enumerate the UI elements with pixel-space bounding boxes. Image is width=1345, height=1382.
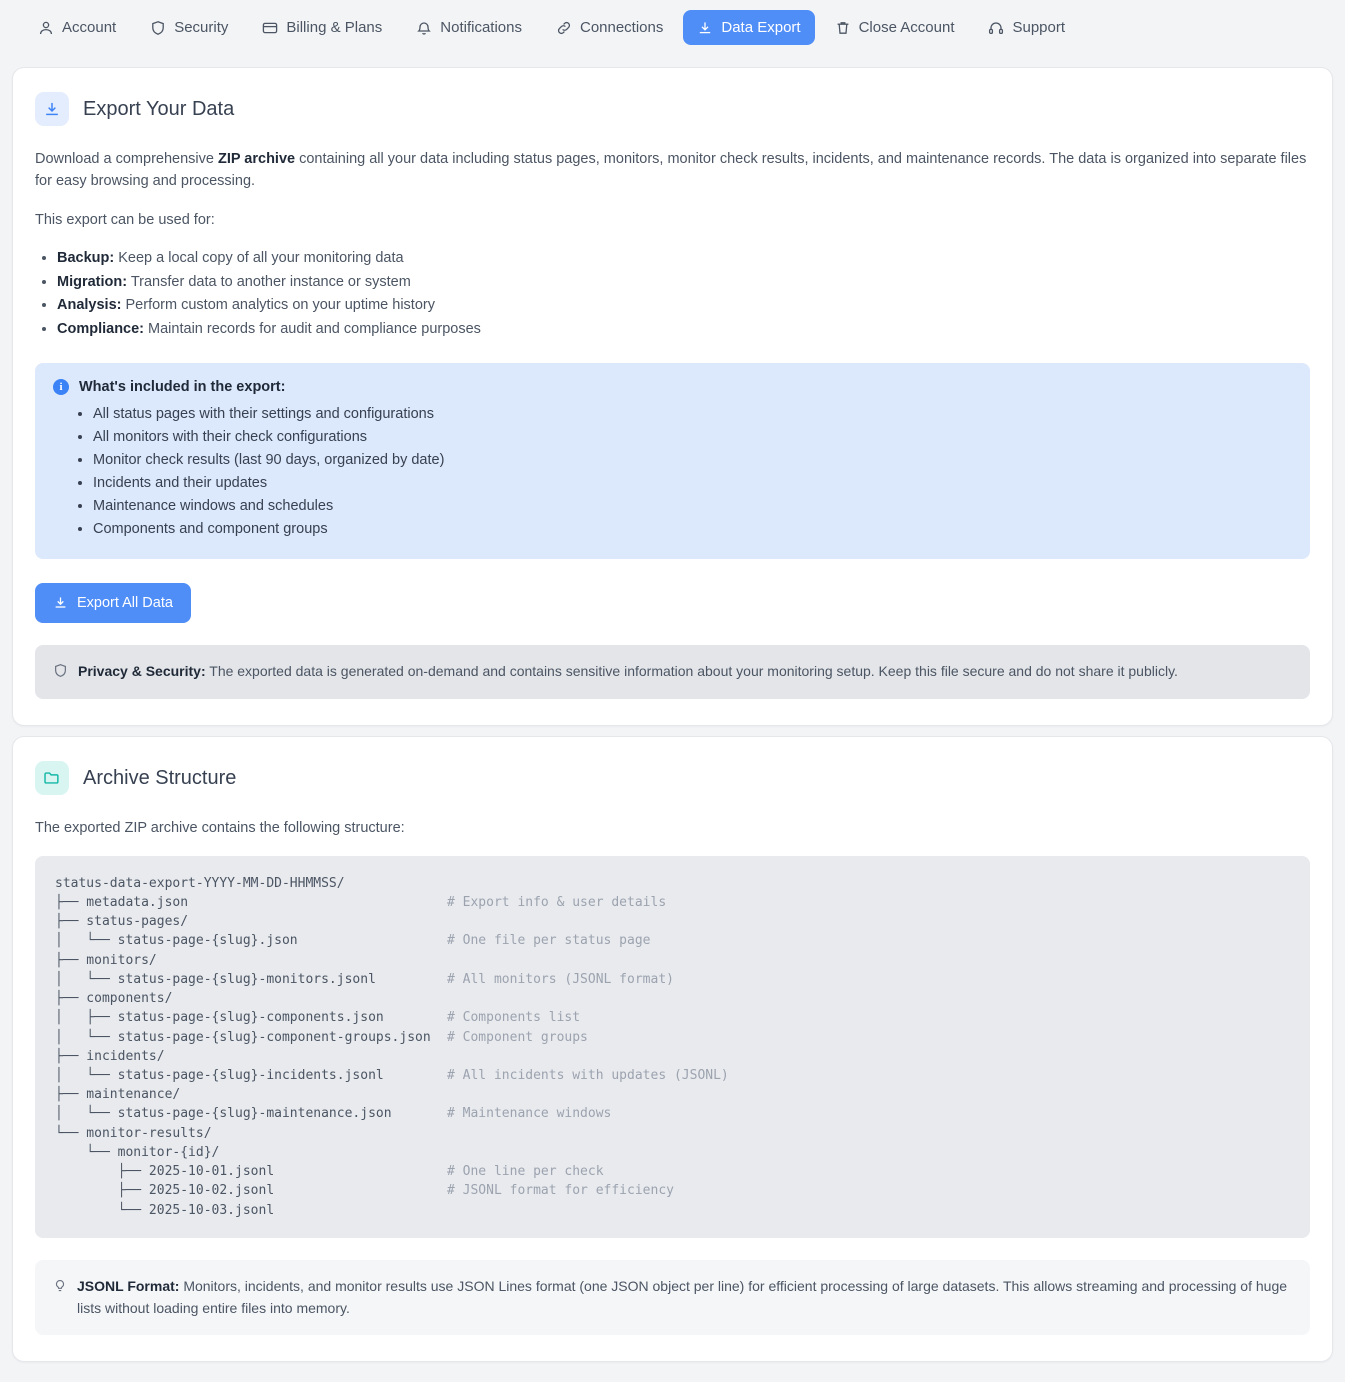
tree-comment: # One line per check	[447, 1164, 604, 1180]
list-item: • All status pages with their settings and configurations	[93, 403, 1292, 426]
tree-row	[55, 1162, 1290, 1181]
list-item: • Maintenance windows and schedules	[93, 495, 1292, 518]
tree-comment: # Components list	[447, 1010, 581, 1026]
archive-card-header	[35, 761, 1310, 795]
tab-close-account[interactable]	[821, 10, 969, 45]
export-data-card	[12, 67, 1333, 726]
privacy-notice-body: The exported data is generated on-demand and contains sensitive information about your monitoring setup. Keep this file secure and do not share it publicly.	[205, 662, 1178, 679]
tree-path: │ └── status-page-{slug}.json	[55, 933, 298, 949]
tree-row	[55, 893, 1290, 912]
tree-path: ├── status-pages/	[55, 914, 189, 930]
tab-support[interactable]	[974, 10, 1079, 45]
export-contents-panel	[35, 363, 1310, 558]
trash-icon	[835, 20, 851, 36]
tree-comment: # Export info & user details	[447, 894, 667, 910]
tree-path: └── monitor-{id}/	[55, 1144, 220, 1160]
list-item: • Incidents and their updates	[93, 472, 1292, 495]
tree-comment: # All incidents with updates (JSONL)	[447, 1067, 729, 1083]
tree-path: ├── 2025-10-02.jsonl	[55, 1183, 275, 1199]
export-card-header	[35, 92, 1310, 126]
tree-path: │ └── status-page-{slug}-component-groups.json	[55, 1029, 431, 1045]
list-item	[57, 271, 1310, 294]
export-all-data-label: Export All Data	[77, 594, 173, 611]
tab-account[interactable]	[24, 10, 130, 45]
tree-row	[55, 1143, 1290, 1162]
tree-path: ├── incidents/	[55, 1048, 165, 1064]
use-desc: Keep a local copy of all your monitoring data	[114, 250, 404, 267]
tab-notifications-label: Notifications	[440, 19, 522, 36]
tree-row	[55, 1124, 1290, 1143]
use-term: Compliance:	[57, 320, 145, 337]
tree-comment: # Component groups	[447, 1029, 588, 1045]
tree-row	[55, 1028, 1290, 1047]
export-intro-after: containing all your data including status pages, monitors, monitor check results, incidents, and maintenance records. The data is organized into separate files for easy browsing and processing.	[35, 151, 1307, 190]
tree-row	[55, 1047, 1290, 1066]
info-icon: i	[53, 379, 69, 395]
tree-path: ├── components/	[55, 991, 173, 1007]
export-all-data-button[interactable]	[35, 583, 191, 623]
download-icon	[35, 92, 69, 126]
tree-comment: # One file per status page	[447, 933, 651, 949]
tree-row	[55, 1201, 1290, 1220]
tab-close-account-label: Close Account	[858, 19, 955, 36]
jsonl-notice-body: Monitors, incidents, and monitor results use JSON Lines format (one JSON object per line) for efficient processing of large datasets. This allows streaming and processing of huge lists without loading entire files into memory.	[77, 1277, 1288, 1317]
use-term: Backup:	[57, 250, 115, 267]
tab-account-label: Account	[62, 19, 117, 36]
download-icon	[53, 595, 68, 610]
list-item	[57, 318, 1310, 341]
tree-row	[55, 912, 1290, 931]
export-intro-bold: ZIP archive	[217, 151, 296, 167]
tree-path: │ ├── status-page-{slug}-components.json	[55, 1010, 384, 1026]
export-contents-heading	[53, 379, 1292, 395]
shield-icon	[53, 662, 68, 684]
tab-data-export[interactable]	[683, 10, 814, 45]
privacy-notice-term: Privacy & Security:	[78, 662, 206, 679]
folder-icon	[35, 761, 69, 795]
jsonl-notice-term: JSONL Format:	[77, 1277, 180, 1294]
archive-tree-block	[35, 856, 1310, 1238]
tab-data-export-label: Data Export	[721, 19, 801, 36]
export-uses-label: This export can be used for:	[35, 211, 215, 228]
link-icon	[556, 20, 572, 36]
settings-tab-bar	[0, 0, 1345, 57]
tab-notifications[interactable]	[402, 10, 536, 45]
privacy-security-notice	[35, 645, 1310, 699]
tree-row	[55, 989, 1290, 1008]
tree-path: └── 2025-10-03.jsonl	[55, 1202, 275, 1218]
shield-icon	[150, 20, 166, 36]
tree-comment: # All monitors (JSONL format)	[447, 971, 674, 987]
tab-support-label: Support	[1012, 19, 1066, 36]
download-icon	[697, 20, 713, 36]
list-item: • Components and component groups	[93, 518, 1292, 541]
archive-intro: The exported ZIP archive contains the following structure:	[35, 820, 405, 837]
tree-path: │ └── status-page-{slug}-monitors.jsonl	[55, 971, 376, 987]
tab-security-label: Security	[174, 19, 229, 36]
page-title: Export Your Data	[83, 97, 235, 120]
use-desc: Maintain records for audit and compliance purposes	[144, 320, 481, 337]
tree-path: ├── monitors/	[55, 952, 157, 968]
tab-connections[interactable]	[542, 10, 677, 45]
tab-security[interactable]	[136, 10, 242, 45]
use-term: Migration:	[57, 273, 128, 290]
jsonl-notice-text	[77, 1275, 1292, 1320]
user-icon	[38, 20, 54, 36]
tree-row	[55, 951, 1290, 970]
use-term: Analysis:	[57, 297, 122, 314]
tree-row	[55, 970, 1290, 989]
tree-row	[55, 1066, 1290, 1085]
list-item	[57, 294, 1310, 317]
credit-card-icon	[262, 20, 278, 36]
tree-row	[55, 874, 1290, 893]
tree-path: └── monitor-results/	[55, 1125, 212, 1141]
list-item: • Monitor check results (last 90 days, organized by date)	[93, 449, 1292, 472]
tree-row	[55, 1085, 1290, 1104]
export-intro-before: Download a comprehensive	[35, 151, 218, 167]
export-intro-paragraph	[35, 148, 1310, 193]
export-uses-list	[35, 247, 1310, 341]
tree-comment: # Maintenance windows	[447, 1106, 612, 1122]
tree-path: │ └── status-page-{slug}-maintenance.json	[55, 1106, 392, 1122]
tree-path: status-data-export-YYYY-MM-DD-HHMMSS/	[55, 875, 345, 891]
use-desc: Transfer data to another instance or system	[127, 273, 411, 290]
tree-row	[55, 931, 1290, 950]
tree-row	[55, 1181, 1290, 1200]
tree-row	[55, 1104, 1290, 1123]
tab-billing-plans[interactable]	[248, 10, 396, 45]
tree-path: ├── metadata.json	[55, 894, 189, 910]
archive-structure-title: Archive Structure	[83, 766, 237, 789]
export-contents-list	[53, 403, 1292, 540]
tree-path: ├── 2025-10-01.jsonl	[55, 1164, 275, 1180]
headset-icon	[988, 20, 1004, 36]
bell-icon	[416, 20, 432, 36]
jsonl-format-notice	[35, 1260, 1310, 1335]
tree-path: ├── maintenance/	[55, 1087, 181, 1103]
tab-billing-plans-label: Billing & Plans	[286, 19, 383, 36]
archive-structure-card	[12, 736, 1333, 1361]
privacy-notice-text	[78, 660, 1178, 682]
list-item	[57, 247, 1310, 270]
list-item: • All monitors with their check configurations	[93, 426, 1292, 449]
tab-connections-label: Connections	[579, 19, 664, 36]
export-contents-heading-label: What's included in the export:	[79, 379, 286, 396]
use-desc: Perform custom analytics on your uptime history	[121, 297, 435, 314]
tree-path: │ └── status-page-{slug}-incidents.jsonl	[55, 1067, 384, 1083]
tree-comment: # JSONL format for efficiency	[447, 1183, 674, 1199]
tree-row	[55, 1008, 1290, 1027]
lightbulb-icon	[53, 1277, 67, 1299]
